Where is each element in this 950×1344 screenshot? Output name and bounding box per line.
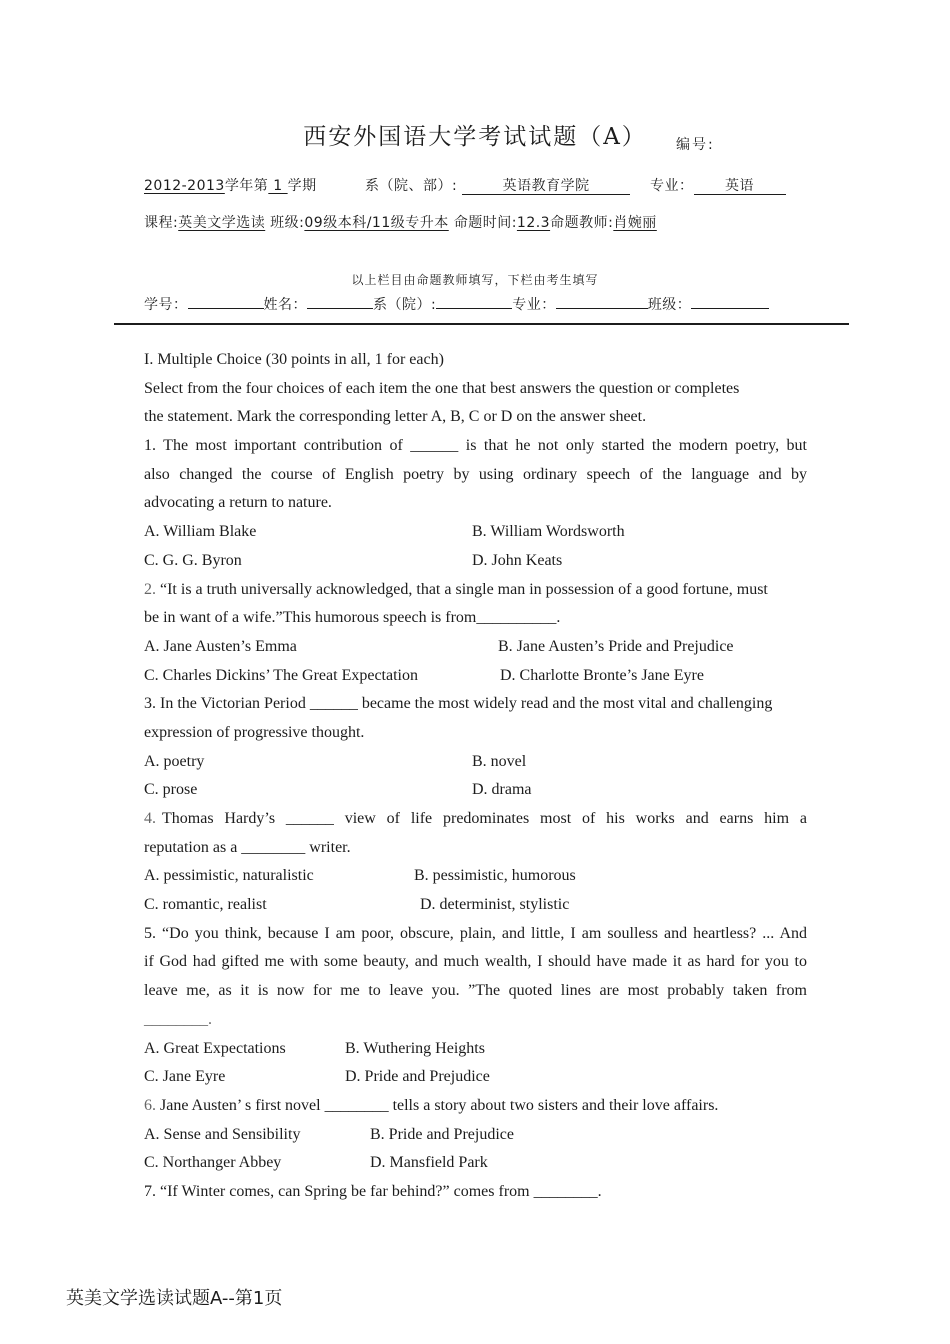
question-6-option-d[interactable]: D. Mansfield Park xyxy=(370,1154,488,1172)
question-5-options-row-2 xyxy=(144,1062,807,1091)
question-3-line-1: 3. In the Victorian Period ______ became the most widely read and the most vital and challenging xyxy=(144,695,773,713)
teacher-value: 肖婉丽 xyxy=(613,215,657,231)
question-2-line-1-text: “It is a truth universally acknowledged, that a single man in possession of a good fortune, must xyxy=(160,580,768,598)
question-1-line-1: 1. The most important contribution of ______ is that he not only started the modern poetry, but xyxy=(144,437,807,455)
question-2-line-1 xyxy=(144,575,807,604)
page-footer: 英美文学选读试题A--第1页 xyxy=(66,1288,283,1309)
dept-label: 系（院、部）: xyxy=(365,178,458,194)
question-3-options-row-1 xyxy=(144,747,807,776)
teacher-label: 命题教师: xyxy=(550,215,614,231)
question-2-options-row-1 xyxy=(144,632,807,661)
student-id-label: 学号： xyxy=(144,297,188,313)
student-info-row xyxy=(144,294,769,314)
question-4-option-a[interactable]: A. pessimistic, naturalistic xyxy=(144,867,314,885)
time-label: 命题时间: xyxy=(453,215,517,231)
major-value: 英语 xyxy=(694,178,786,195)
question-5-line-3: leave me, as it is now for me to leave you. ”The quoted lines are most probably taken from xyxy=(144,982,807,1000)
header-major xyxy=(650,175,786,195)
exam-title: 西安外国语大学考试试题（A） xyxy=(303,124,647,150)
section-heading: I. Multiple Choice (30 points in all, 1 for each) xyxy=(144,351,444,368)
question-1-line-3: advocating a return to nature. xyxy=(144,494,332,512)
question-5-line-2: if God had gifted me with some beauty, and much wealth, I should have made it as hard for you to xyxy=(144,953,807,971)
question-5-line-4: ________. xyxy=(144,1010,212,1028)
question-4-number: 4. xyxy=(144,810,156,827)
question-1-option-b[interactable]: B. William Wordsworth xyxy=(472,523,625,541)
question-3-option-c[interactable]: C. prose xyxy=(144,781,198,799)
question-2-line-2: be in want of a wife.”This humorous speech is from__________. xyxy=(144,609,561,627)
dept-value: 英语教育学院 xyxy=(462,178,630,195)
question-4-options-row-2 xyxy=(144,890,807,919)
question-4-line-1-text: Thomas Hardy’s ______ view of life predominates most of his works and earns him a xyxy=(162,810,807,827)
student-major-blank[interactable] xyxy=(556,294,648,309)
time-value: 12.3 xyxy=(516,215,551,231)
question-1-option-c[interactable]: C. G. G. Byron xyxy=(144,551,242,569)
code-label: 编号: xyxy=(676,137,715,153)
question-2-option-c[interactable]: C. Charles Dickins’ The Great Expectation xyxy=(144,666,418,684)
question-6-line-1 xyxy=(144,1091,807,1120)
student-name-label: 姓名： xyxy=(263,297,307,313)
student-major-label: 专业： xyxy=(512,297,556,313)
question-6-option-b[interactable]: B. Pride and Prejudice xyxy=(370,1125,514,1143)
section-instruction-1: Select from the four choices of each item the one that best answers the question or completes xyxy=(144,379,740,397)
question-6-line-1-text: Jane Austen’ s first novel ________ tells a story about two sisters and their love affairs. xyxy=(160,1096,719,1114)
question-4-line-2: reputation as a ________ writer. xyxy=(144,838,351,856)
class-label: 班级: xyxy=(270,215,305,231)
question-6-option-a[interactable]: A. Sense and Sensibility xyxy=(144,1125,301,1143)
term-number: 1 xyxy=(268,178,288,194)
question-1-option-d[interactable]: D. John Keats xyxy=(472,551,563,569)
question-7-line-1: 7. “If Winter comes, can Spring be far behind?” comes from ________. xyxy=(144,1182,602,1200)
term-suffix: 学期 xyxy=(287,178,317,194)
header-dept xyxy=(365,175,630,195)
header-divider xyxy=(114,323,849,325)
course-label: 课程: xyxy=(144,215,179,231)
question-5-option-c[interactable]: C. Jane Eyre xyxy=(144,1068,226,1086)
student-class-label: 班级： xyxy=(647,297,692,313)
question-6-options-row-1 xyxy=(144,1120,807,1149)
question-1-options-row-2 xyxy=(144,546,807,575)
header-row-term xyxy=(144,175,317,195)
question-5-option-a[interactable]: A. Great Expectations xyxy=(144,1039,286,1057)
question-3-option-b[interactable]: B. novel xyxy=(472,752,527,770)
question-2-number: 2. xyxy=(144,580,156,598)
course-value: 英美文学选读 xyxy=(178,215,266,231)
question-1-option-a[interactable]: A. William Blake xyxy=(144,523,257,541)
question-2-option-d[interactable]: D. Charlotte Bronte’s Jane Eyre xyxy=(500,666,704,684)
question-5-option-d[interactable]: D. Pride and Prejudice xyxy=(345,1068,490,1086)
question-1-options-row-1 xyxy=(144,517,807,546)
question-6-number: 6. xyxy=(144,1096,156,1114)
student-dept-label: 系（院）: xyxy=(373,297,437,313)
question-4-option-d[interactable]: D. determinist, stylistic xyxy=(420,896,570,914)
major-label: 专业： xyxy=(650,178,694,194)
question-2-option-a[interactable]: A. Jane Austen’s Emma xyxy=(144,637,297,655)
section-instruction-2: the statement. Mark the corresponding letter A, B, C or D on the answer sheet. xyxy=(144,408,647,426)
question-4-options-row-1 xyxy=(144,861,807,890)
question-4-option-c[interactable]: C. romantic, realist xyxy=(144,896,267,914)
student-class-blank[interactable] xyxy=(691,294,769,309)
academic-year-suffix: 学年第 xyxy=(224,178,269,194)
question-4-line-1 xyxy=(144,804,807,833)
student-name-blank[interactable] xyxy=(307,294,373,309)
student-id-blank[interactable] xyxy=(188,294,264,309)
question-3-option-a[interactable]: A. poetry xyxy=(144,752,205,770)
student-dept-blank[interactable] xyxy=(436,294,512,309)
question-6-option-c[interactable]: C. Northanger Abbey xyxy=(144,1154,282,1172)
academic-year: 2012-2013 xyxy=(144,178,225,194)
class-value: 09级本科/11级专升本 xyxy=(304,215,449,231)
question-3-line-2: expression of progressive thought. xyxy=(144,723,365,741)
question-5-line-1: 5. “Do you think, because I am poor, obscure, plain, and little, I am soulless and heartless? ... And xyxy=(144,924,807,942)
question-6-options-row-2 xyxy=(144,1148,807,1177)
question-3-options-row-2 xyxy=(144,775,807,804)
question-5-option-b[interactable]: B. Wuthering Heights xyxy=(345,1039,485,1057)
fill-instruction-note: 以上栏目由命题教师填写，下栏由考生填写 xyxy=(351,273,599,287)
question-3-option-d[interactable]: D. drama xyxy=(472,781,532,799)
question-2-options-row-2 xyxy=(144,661,807,690)
header-row-course xyxy=(144,212,657,232)
question-1-line-2: also changed the course of English poetry by using ordinary speech of the language and by xyxy=(144,465,807,483)
question-section xyxy=(144,345,807,1206)
question-5-options-row-1 xyxy=(144,1034,807,1063)
question-2-option-b[interactable]: B. Jane Austen’s Pride and Prejudice xyxy=(498,637,734,655)
question-4-option-b[interactable]: B. pessimistic, humorous xyxy=(414,867,576,885)
